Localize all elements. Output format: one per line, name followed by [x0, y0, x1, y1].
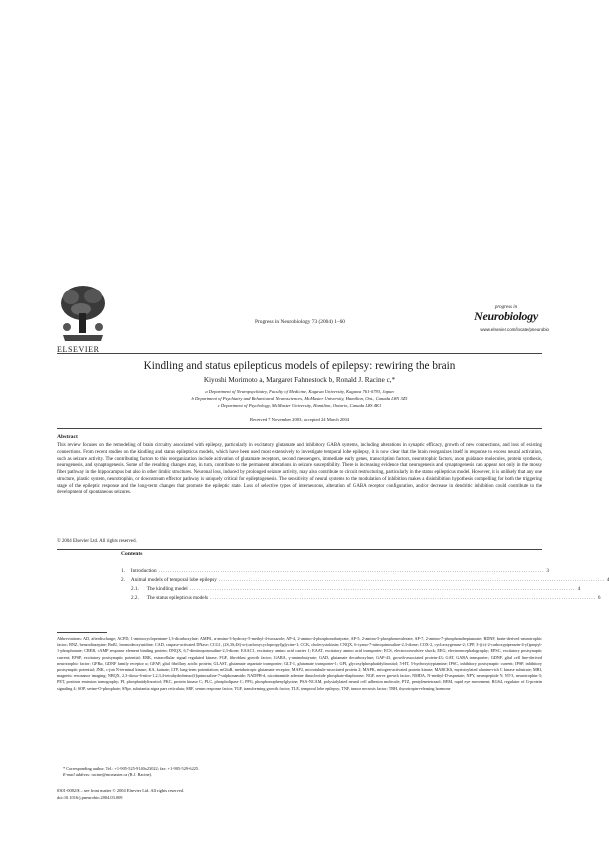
toc-number: 1.	[121, 568, 125, 574]
abbreviations-footnote: Abbreviations: AD, afterdischarge; ACPD, 1-aminocyclopentane-1,3-dicarboxylate; AMPA, α-amino-3-hydroxy-5-methyl-4-isoxazole; AP-4, 2-amino-4-phosphonobutyrate; AP-5, 2-amino-5-phosphonovalerate; AP-7, 2-amino-7-phosphonoheptanoate; BDNF, brain-derived neurotrophic factor; BNZ, benzodiazepine; BrdU, bromodeoxyuridine; CAD, caspase-activated DNase; CCG1, (2S,3S,4S)-α-(carboxycyclopropyl)glycine-1; CCK, cholecystokinin; CNQX, 6-cyano-7-nitroquinoxaline-2,3-dione; COX-2, cyclooxygenase-2; CPP, 3-((±)-2-carboxypiperazin-4-yl)propyl-1-phosphonate; CREB, cAMP response element binding protein; DNQX, 6,7-dinitroquinoxaline-2,3-dione; EAAC1, excitatory amino acid carrier 1; EAAT, excitatory amino acid transporter; ECS, electroconvulsive shock; EEG, electroencephalography; EPSC, excitatory postsynaptic current; EPSP, excitatory postsynaptic potential; ERK, extracellular signal regulated kinase; FGF, fibroblast growth factor; GABA, γ-aminobutyrate; GAD, glutamate decarboxylase; GAP-43, growth-associated protein-43; GAT, GABA transporter; GDNF, glial cell line-derived neurotrophic factor; GFRα, GDNF family receptor α; GFAP, glial fibrillary acidic protein; GLAST, glutamate aspartate transporter; GLT-1, glutamate transporter-1; GPI, glycosylphosphatidylinositol; 5-HT, 5-hydroxytryptamine; IPSC, inhibitory postsynaptic current; IPSP, inhibitory postsynaptic potential; JNK, c-jun N-terminal kinase; KA, kainate; LTP, long-term potentiation; mGluR, metabotropic glutamate receptor; MAP2, microtubule-associated protein 2; MAPK, mitogen-activated protein kinase; MARCKS, myristoylated alanine-rich C kinase substrate; MRI, magnetic resonance imaging; NBQX, 2,3-dioxo-6-nitro-1,2,3,4-tetrahydrobenzo[f]quinoxaline-7-sulphonamide; NADPH-d, nicotinamide adenine dinucleotide phosphate-diaphorase; NGF, nerve growth factor; NMDA, N-methyl-D-aspartate; NPY, neuropeptide Y; NT-3, neurotrophin-3; PET, positron emission tomography; PI, phosphatidylinositol; PKC, protein kinase C; PLC, phospholipase C; PPG, phosphonophenylglycine; PSA-NCAM, polysialylated neural cell adhesion molecule; PTZ, pentylenetetrazol; REM, rapid eye movement; RGS4, regulator of G-protein signaling 4; SOP, serine-O-phosphate; SNpr, substantia nigra pars reticulata; SRF, serum response factor; TGF, transforming growth factor; TLE, temporal lobe epilepsy; TNF, tumor necrosis factor; TRH, thyrotropin-releasing hormone	[57, 636, 542, 691]
toc-page: 3	[546, 568, 550, 574]
toc-page: 6	[597, 595, 601, 601]
email-label: E-mail address:	[63, 772, 91, 777]
toc-leader-dots: ........................................................................................................................................................................	[210, 595, 596, 601]
toc-number: 2.	[121, 577, 125, 583]
footnote-divider	[57, 632, 107, 633]
toc-item[interactable]	[121, 595, 601, 604]
abstract-top-divider	[57, 428, 542, 429]
email-address-link[interactable]: racine@mcmaster.ca (R.J. Racine).	[91, 772, 153, 777]
abstract-heading: Abstract	[57, 434, 78, 440]
toc-title: Introduction	[130, 568, 157, 574]
journal-url-link[interactable]: www.elsevier.com/locate/pneurobio	[480, 327, 549, 332]
doi-link[interactable]: doi:10.1016/j.pneurobio.2004.03.009	[57, 795, 123, 800]
journal-reference: Progress in Neurobiology 73 (2004) 1–60	[255, 319, 345, 325]
affiliation-c: c Department of Psychology, McMaster University, Hamilton, Ontario, Canada L8S 4K1	[217, 403, 382, 408]
header-divider	[57, 353, 542, 354]
toc-leader-dots: ........................................................................................................................................................................	[158, 568, 545, 574]
toc-number: 2.2.	[131, 595, 139, 601]
affiliation-a: a Department of Neuropsychiatry, Faculty of Medicine, Kagawa University, Kagawa 761-0793, Japan	[205, 389, 394, 394]
toc-page: 4	[577, 586, 581, 592]
toc-page: 4	[606, 577, 609, 583]
journal-logo-big: Neurobiology	[474, 309, 538, 323]
toc-item[interactable]	[121, 577, 609, 586]
journal-logo	[468, 305, 544, 322]
abstract-copyright: © 2004 Elsevier Ltd. All rights reserved.	[57, 539, 137, 544]
toc-leader-dots: ........................................................................................................................................................................	[189, 586, 576, 592]
abstract-text: This review focuses on the remodeling of brain circuitry associated with epilepsy, particularly in excitatory glutamate and inhibitory GABA systems, including alterations in synaptic efficacy, growth of new connections, and loss of existing connections. From recent studies on the kindling and status epilepticus models, which have been used most extensively to investigate temporal lobe epilepsy, it is now clear that the brain reorganizes itself in response to excess neural activation, such as seizure activity. The contributing factors to this reorganization include activation of glutamate receptors, second messengers, immediate early genes, transcription factors, neurotrophic factors, axon guidance molecules, protein synthesis, neurogenesis, and synaptogenesis. Some of the resulting changes may, in turn, contribute to the permanent alterations in seizure susceptibility. There is increasing evidence that neurogenesis and synaptogenesis can appear not only in the mossy fiber pathway in the hippocampus but also in other limbic structures. Neuronal loss, induced by prolonged seizure activity, may also contribute to circuit restructuring, particularly in the status epilepticus model. However, it is unlikely that any one structure, plastic system, neurotrophin, or downstream effector pathway is uniquely critical for epileptogenesis. The sensitivity of neural systems to the modulation of inhibition makes a disinhibition hypothesis compelling for both the triggering stage of the epileptic response and the long-term changes that promote the epileptic state. Loss of selective types of interneurons, alteration of GABA receptor configuration, and/or decrease in dendritic inhibition could contribute to the development of spontaneous seizures.	[57, 443, 542, 496]
elsevier-tree-logo	[57, 283, 109, 343]
article-title: Kindling and status epilepticus models of epilepsy: rewiring the brain	[143, 360, 456, 372]
received-dates: Received 7 November 2003; accepted 24 March 2004	[249, 417, 350, 422]
toc-leader-dots: ........................................................................................................................................................................	[218, 577, 605, 583]
toc-title: Animal models of temporal lobe epilepsy	[130, 577, 217, 583]
email-note	[63, 772, 152, 777]
corresponding-author-note: * Corresponding author. Tel.: +1-905-525-9140x23022; fax: +1-905-529-6225.	[63, 766, 200, 771]
contents-heading: Contents	[121, 551, 143, 557]
toc-item[interactable]	[121, 586, 581, 595]
article-authors: Kiyoshi Morimoto a, Margaret Fahnestock b, Ronald J. Racine c,*	[203, 376, 396, 384]
publisher-name: ELSEVIER	[57, 345, 100, 354]
affiliation-b: b Department of Psychiatry and Behavioural Neurosciences, McMaster University, Hamilton, Ont., Canada L8N 3Z5	[191, 396, 408, 401]
toc-title: The kindling model	[146, 586, 188, 592]
abstract-bottom-divider	[57, 549, 542, 550]
issn-line: 0301-0082/$ – see front matter © 2004 Elsevier Ltd. All rights reserved.	[57, 788, 185, 793]
journal-logo-small: progress in	[494, 305, 518, 310]
toc-title: The status epilepticus models	[146, 595, 209, 601]
toc-number: 2.1.	[131, 586, 139, 592]
toc-item[interactable]	[121, 568, 550, 577]
